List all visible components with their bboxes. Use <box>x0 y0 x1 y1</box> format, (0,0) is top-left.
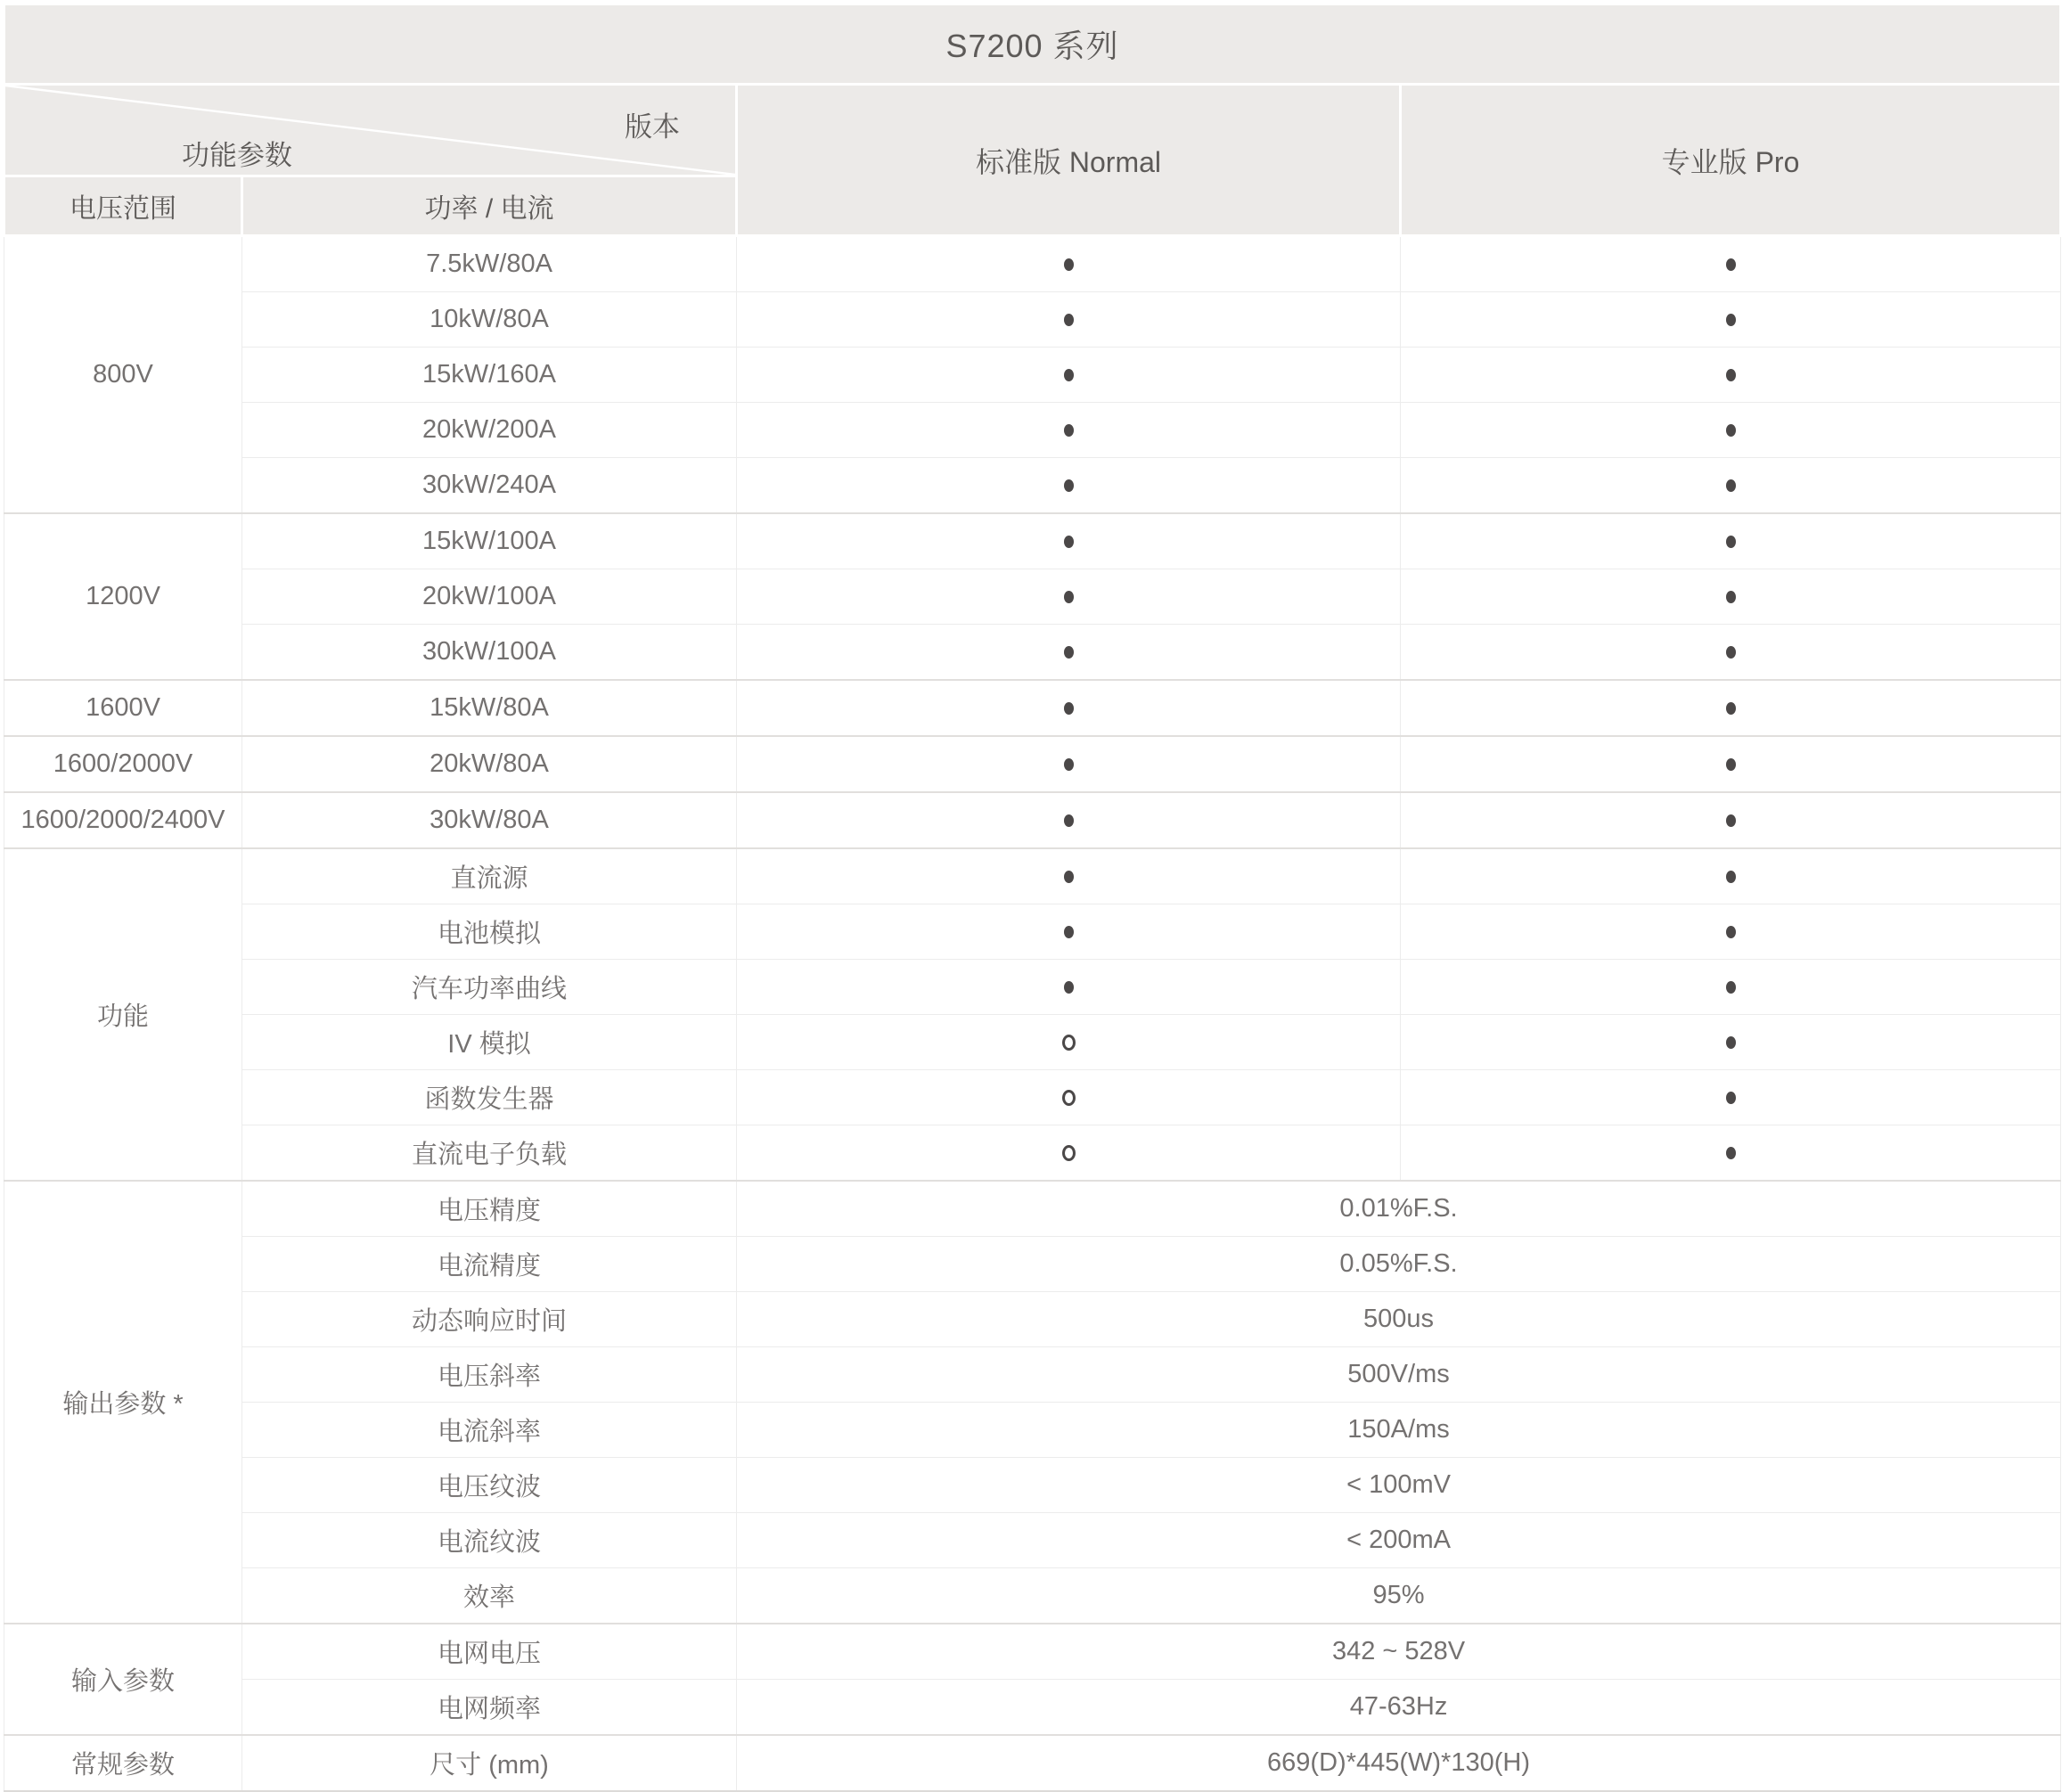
table-row <box>4 1015 2061 1070</box>
power-current-cell: 30kW/80A <box>242 792 737 848</box>
normal-support-cell <box>737 403 1401 458</box>
normal-support-cell <box>737 1015 1401 1070</box>
filled-dot-icon <box>1064 981 1074 994</box>
spec-name-cell: 电流纹波 <box>242 1513 737 1568</box>
pro-support-cell <box>1401 960 2061 1015</box>
normal-support-cell <box>737 1125 1401 1182</box>
filled-dot-icon <box>1726 926 1736 938</box>
table-row <box>4 1292 2061 1347</box>
spec-name-cell: 电网电压 <box>242 1624 737 1680</box>
filled-dot-icon <box>1726 981 1736 994</box>
pro-support-cell <box>1401 292 2061 348</box>
spec-value-cell: < 100mV <box>737 1458 2061 1513</box>
spec-name-cell: 电流精度 <box>242 1237 737 1292</box>
filled-dot-icon <box>1064 646 1074 659</box>
spec-value-cell: 342 ~ 528V <box>737 1624 2061 1680</box>
filled-dot-icon <box>1064 702 1074 715</box>
subheader-power-current: 功率 / 电流 <box>242 176 737 236</box>
filled-dot-icon <box>1726 536 1736 548</box>
table-row <box>4 1125 2061 1182</box>
spec-table <box>3 3 2062 1792</box>
power-current-cell: 直流电子负载 <box>242 1125 737 1182</box>
normal-support-cell <box>737 625 1401 681</box>
power-current-cell: 10kW/80A <box>242 292 737 348</box>
group-label-cell: 1600V <box>4 680 242 736</box>
function-params-label: 功能参数 <box>182 140 292 171</box>
group-label-cell: 1600/2000V <box>4 736 242 792</box>
group-label-cell: 输入参数 <box>4 1624 242 1735</box>
filled-dot-icon <box>1064 871 1074 883</box>
filled-dot-icon <box>1064 814 1074 827</box>
power-current-cell: 7.5kW/80A <box>242 236 737 292</box>
power-current-cell: 函数发生器 <box>242 1070 737 1125</box>
filled-dot-icon <box>1726 871 1736 883</box>
group-label-cell: 1600/2000/2400V <box>4 792 242 848</box>
normal-support-cell <box>737 292 1401 348</box>
table-row <box>4 1624 2061 1680</box>
hollow-dot-icon <box>1062 1035 1076 1051</box>
spec-name-cell: 效率 <box>242 1568 737 1624</box>
power-current-cell: 20kW/100A <box>242 569 737 625</box>
normal-support-cell <box>737 792 1401 848</box>
table-row <box>4 904 2061 960</box>
spec-name-cell: 电压精度 <box>242 1181 737 1237</box>
normal-support-cell <box>737 513 1401 569</box>
spec-value-cell: 47-63Hz <box>737 1680 2061 1736</box>
table-row <box>4 1237 2061 1292</box>
filled-dot-icon <box>1726 646 1736 659</box>
table-row <box>4 792 2061 848</box>
pro-support-cell <box>1401 236 2061 292</box>
filled-dot-icon <box>1726 591 1736 603</box>
subheader-voltage-range: 电压范围 <box>4 176 242 236</box>
power-current-cell: 直流源 <box>242 848 737 904</box>
spec-name-cell: 动态响应时间 <box>242 1292 737 1347</box>
filled-dot-icon <box>1064 424 1074 437</box>
table-row <box>4 348 2061 403</box>
group-label-cell: 800V <box>4 236 242 514</box>
normal-support-cell <box>737 904 1401 960</box>
filled-dot-icon <box>1064 314 1074 326</box>
spec-value-cell: 500V/ms <box>737 1347 2061 1403</box>
power-current-cell: 15kW/100A <box>242 513 737 569</box>
power-current-cell: 20kW/80A <box>242 736 737 792</box>
filled-dot-icon <box>1726 814 1736 827</box>
group-label-cell: 常规参数 <box>4 1735 242 1791</box>
pro-support-cell <box>1401 1125 2061 1182</box>
power-current-cell: 15kW/80A <box>242 680 737 736</box>
hollow-dot-icon <box>1062 1145 1076 1161</box>
filled-dot-icon <box>1726 1092 1736 1104</box>
table-row <box>4 1181 2061 1237</box>
spec-value-cell: 669(D)*445(W)*130(H) <box>737 1735 2061 1791</box>
power-current-cell: 15kW/160A <box>242 348 737 403</box>
hollow-dot-icon <box>1062 1090 1076 1106</box>
pro-support-cell <box>1401 625 2061 681</box>
filled-dot-icon <box>1064 926 1074 938</box>
filled-dot-icon <box>1064 758 1074 771</box>
group-label-cell: 功能 <box>4 848 242 1181</box>
filled-dot-icon <box>1726 479 1736 492</box>
pro-support-cell <box>1401 1070 2061 1125</box>
filled-dot-icon <box>1064 536 1074 548</box>
table-row <box>4 1070 2061 1125</box>
normal-support-cell <box>737 960 1401 1015</box>
filled-dot-icon <box>1726 702 1736 715</box>
spec-name-cell: 尺寸 (mm) <box>242 1735 737 1791</box>
spec-table-body <box>4 236 2061 1792</box>
header-row <box>4 85 2061 176</box>
table-row <box>4 625 2061 681</box>
spec-value-cell: 0.01%F.S. <box>737 1181 2061 1237</box>
pro-support-cell <box>1401 403 2061 458</box>
pro-support-cell <box>1401 513 2061 569</box>
table-row <box>4 1347 2061 1403</box>
table-row <box>4 1735 2061 1791</box>
power-current-cell: 20kW/200A <box>242 403 737 458</box>
filled-dot-icon <box>1726 314 1736 326</box>
filled-dot-icon <box>1726 424 1736 437</box>
spec-value-cell: 95% <box>737 1568 2061 1624</box>
filled-dot-icon <box>1726 1147 1736 1159</box>
power-current-cell: 30kW/100A <box>242 625 737 681</box>
pro-support-cell <box>1401 348 2061 403</box>
group-label-cell: 1200V <box>4 513 242 680</box>
table-row <box>4 848 2061 904</box>
table-row <box>4 1458 2061 1513</box>
pro-support-cell <box>1401 1015 2061 1070</box>
normal-support-cell <box>737 569 1401 625</box>
table-row <box>4 1568 2061 1624</box>
header-corner-cell <box>4 85 737 176</box>
table-row <box>4 236 2061 292</box>
table-row <box>4 1513 2061 1568</box>
normal-support-cell <box>737 1070 1401 1125</box>
table-row <box>4 960 2061 1015</box>
spec-name-cell: 电网频率 <box>242 1680 737 1736</box>
table-row <box>4 1403 2061 1458</box>
spec-name-cell: 电流斜率 <box>242 1403 737 1458</box>
table-row <box>4 292 2061 348</box>
table-row <box>4 680 2061 736</box>
power-current-cell: 30kW/240A <box>242 458 737 514</box>
column-header-normal: 标准版 Normal <box>737 85 1401 236</box>
table-row <box>4 458 2061 514</box>
table-row <box>4 569 2061 625</box>
filled-dot-icon <box>1726 369 1736 381</box>
pro-support-cell <box>1401 680 2061 736</box>
normal-support-cell <box>737 680 1401 736</box>
table-row <box>4 513 2061 569</box>
pro-support-cell <box>1401 792 2061 848</box>
table-row <box>4 1680 2061 1736</box>
power-current-cell: 汽车功率曲线 <box>242 960 737 1015</box>
spec-value-cell: < 200mA <box>737 1513 2061 1568</box>
filled-dot-icon <box>1064 479 1074 492</box>
power-current-cell: IV 模拟 <box>242 1015 737 1070</box>
normal-support-cell <box>737 348 1401 403</box>
table-row <box>4 403 2061 458</box>
spec-value-cell: 500us <box>737 1292 2061 1347</box>
filled-dot-icon <box>1064 369 1074 381</box>
spec-name-cell: 电压纹波 <box>242 1458 737 1513</box>
version-label: 版本 <box>625 111 680 143</box>
group-label-cell: 输出参数 * <box>4 1181 242 1624</box>
filled-dot-icon <box>1726 258 1736 271</box>
filled-dot-icon <box>1726 1036 1736 1049</box>
pro-support-cell <box>1401 848 2061 904</box>
column-header-pro: 专业版 Pro <box>1401 85 2061 236</box>
normal-support-cell <box>737 848 1401 904</box>
table-title: S7200 系列 <box>4 4 2061 85</box>
power-current-cell: 电池模拟 <box>242 904 737 960</box>
normal-support-cell <box>737 458 1401 514</box>
table-row <box>4 736 2061 792</box>
pro-support-cell <box>1401 904 2061 960</box>
pro-support-cell <box>1401 458 2061 514</box>
filled-dot-icon <box>1064 591 1074 603</box>
title-row <box>4 4 2061 85</box>
pro-support-cell <box>1401 736 2061 792</box>
pro-support-cell <box>1401 569 2061 625</box>
spec-name-cell: 电压斜率 <box>242 1347 737 1403</box>
normal-support-cell <box>737 236 1401 292</box>
spec-value-cell: 150A/ms <box>737 1403 2061 1458</box>
spec-value-cell: 0.05%F.S. <box>737 1237 2061 1292</box>
filled-dot-icon <box>1726 758 1736 771</box>
filled-dot-icon <box>1064 258 1074 271</box>
normal-support-cell <box>737 736 1401 792</box>
